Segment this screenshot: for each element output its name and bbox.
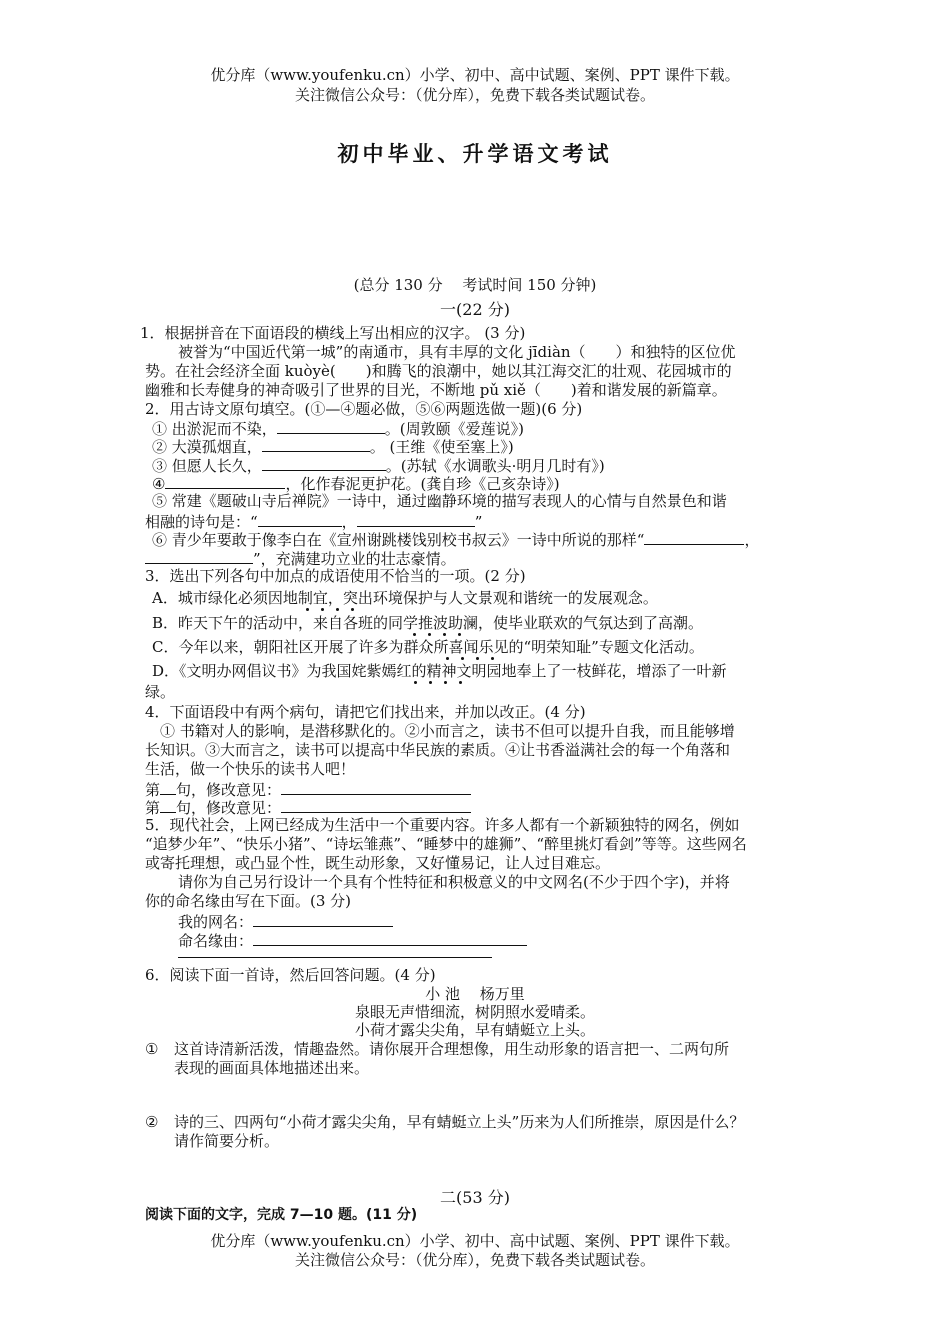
- q3-option-d-line-1: D．《文明办网倡议书》为我国姹紫嫣红的精神文明园地奉上了一枝鲜花，增添了一叶新: [152, 662, 727, 680]
- q2-item-4-blank[interactable]: [165, 473, 285, 489]
- q5-line-5: 你的命名缘由写在下面。(3 分): [145, 892, 352, 910]
- q1-line-3: 幽雅和长寿健身的神奇吸引了世界的目光，不断地 pǔ xiě（ )着和谐发展的新篇章。: [145, 381, 727, 399]
- emphasis-dot: [306, 608, 309, 611]
- q5-name-row: [178, 911, 393, 932]
- q6-sub-2-line-2: 请作简要分析。: [174, 1132, 280, 1150]
- q4-fix-1-blank[interactable]: [281, 779, 471, 795]
- q4-fix-2-label: 第: [145, 799, 161, 817]
- emphasis-dot: [429, 681, 432, 684]
- q2-item-5-end: ”: [474, 513, 483, 531]
- q2-item-1-blank[interactable]: [277, 418, 385, 434]
- footer-line-1: 优分库（www.youfenku.cn）小学、初中、高中试题、案例、PPT 课件下载。: [210, 1232, 740, 1250]
- q1-line-1: 被誉为“中国近代第一城”的南通市，具有丰厚的文化 jīdiàn（ ）和独特的区位优: [178, 343, 736, 361]
- q2-item-5-blank-2[interactable]: [357, 511, 475, 527]
- q2-item-5-comma: ，: [341, 513, 357, 531]
- q5-reason-row: [178, 930, 527, 951]
- q4-line-1: ① 书籍对人的影响，是潜移默化的。②小而言之，读书不但可以提升自我，而且能够增: [160, 722, 735, 740]
- q6-sub-1-number: ①: [145, 1040, 159, 1058]
- q2-item-3-blank[interactable]: [262, 455, 386, 471]
- q2-item-5-prefix: 相融的诗句是：“: [145, 513, 258, 531]
- q5-line-2: “追梦少年”、“快乐小猪”、“诗坛雏燕”、“睡梦中的雄狮”、“醉里挑灯看剑”等等。这些网名: [145, 835, 747, 853]
- q4-fix-1-number-blank[interactable]: [160, 779, 176, 795]
- q5-name-blank[interactable]: [253, 911, 393, 927]
- q5-reason-label: 命名缘由：: [178, 932, 254, 950]
- q3-stem: 3．选出下列各句中加点的成语使用不恰当的一项。(2 分): [145, 567, 526, 585]
- emphasis-dot: [336, 608, 339, 611]
- header-line-1: 优分库（www.youfenku.cn）小学、初中、高中试题、案例、PPT 课件下载。: [210, 66, 740, 84]
- emphasis-dot: [491, 657, 494, 660]
- emphasis-dot: [459, 681, 462, 684]
- emphasis-dot: [428, 633, 431, 636]
- page-title: 初中毕业、升学语文考试: [337, 141, 613, 166]
- poem-line-1: 泉眼无声惜细流，树阴照水爱晴柔。: [354, 1003, 595, 1021]
- q2-item-3-prefix: ③ 但愿人长久，: [152, 457, 262, 475]
- emphasis-dot: [351, 608, 354, 611]
- q2-item-3-suffix: 。(苏轼《水调歌头·明月几时有》): [385, 457, 605, 475]
- q2-item-5-line-1: ⑤ 常建《题破山寺后禅院》一诗中，通过幽静环境的描写表现人的心情与自然景色和谐: [152, 492, 727, 510]
- q4-line-2: 长知识。③大而言之，读书可以提高中华民族的素质。④让书香溢满社会的每一个角落和: [145, 741, 731, 759]
- emphasis-dot: [414, 681, 417, 684]
- q5-line-3: 或寄托理想，或凸显个性，既生动形象，又好懂易记，让人过目难忘。: [145, 854, 611, 872]
- q3-option-c: C．今年以来，朝阳社区开展了许多为群众所喜闻乐见的“明荣知耻”专题文化活动。: [152, 638, 704, 656]
- q3-option-a: A．城市绿化必须因地制宜，突出环境保护与人文景观和谐统一的发展观念。: [152, 589, 658, 607]
- q2-item-4-prefix: ④: [152, 475, 166, 493]
- emphasis-dot: [461, 657, 464, 660]
- q5-line-4: 请你为自己另行设计一个具有个性特征和积极意义的中文网名(不少于四个字)，并将: [178, 873, 730, 891]
- q5-name-label: 我的网名：: [178, 913, 254, 931]
- q1-stem: 1．根据拼音在下面语段的横线上写出相应的汉字。 (3 分): [140, 324, 526, 342]
- q6-sub-1-line-2: 表现的画面具体地描述出来。: [174, 1059, 370, 1077]
- q2-item-6-line-2: [145, 548, 456, 569]
- q2-item-2-blank[interactable]: [262, 436, 370, 452]
- q6-sub-2-line-1: 诗的三、四两句“小荷才露尖尖角，早有蜻蜓立上头”历来为人们所推崇，原因是什么？: [174, 1113, 745, 1131]
- emphasis-dot: [446, 657, 449, 660]
- q2-item-6-blank-2[interactable]: [145, 548, 253, 564]
- q4-fix-2-number-blank[interactable]: [160, 797, 176, 813]
- q6-stem: 6．阅读下面一首诗，然后回答问题。(4 分): [145, 966, 436, 984]
- q2-item-5-blank-1[interactable]: [258, 511, 342, 527]
- q2-item-4: [152, 473, 560, 494]
- emphasis-dot: [476, 657, 479, 660]
- q2-item-6-comma: ，: [744, 531, 760, 549]
- poem-line-2: 小荷才露尖尖角，早有蜻蜓立上头。: [354, 1021, 595, 1039]
- reading-instruction: 阅读下面的文字，完成 7—10 题。(11 分): [145, 1207, 418, 1223]
- q4-fix-2: [145, 797, 471, 818]
- q2-item-6-blank-1[interactable]: [644, 529, 744, 545]
- exam-meta: (总分 130 分 考试时间 150 分钟): [353, 276, 597, 294]
- q2-item-2-prefix: ② 大漠孤烟直，: [152, 438, 262, 456]
- q5-reason-blank[interactable]: [253, 930, 527, 946]
- q4-fix-2-blank[interactable]: [281, 797, 471, 813]
- q3-option-b: B．昨天下午的活动中，来自各班的同学推波助澜，使毕业联欢的气氛达到了高潮。: [152, 614, 704, 632]
- emphasis-dot: [443, 633, 446, 636]
- q2-item-6-line-1: [152, 529, 759, 550]
- section-2-heading: 二(53 分): [440, 1188, 510, 1207]
- footer-line-2: 关注微信公众号：（优分库），免费下载各类试题试卷。: [294, 1251, 655, 1269]
- q2-item-6-prefix: ⑥ 青少年要敢于像李白在《宣州谢跳楼饯别校书叔云》一诗中所说的那样“: [152, 531, 645, 549]
- emphasis-dot: [321, 608, 324, 611]
- section-1-heading: 一(22 分): [440, 300, 510, 319]
- q4-fix-1-label: 第: [145, 781, 161, 799]
- q2-item-6-suffix: ”，充满建功立业的壮志豪情。: [253, 550, 456, 568]
- q5-line-1: 5．现代社会，上网已经成为生活中一个重要内容。许多人都有一个新颖独特的网名，例如: [145, 816, 740, 834]
- q2-item-1-suffix: 。(周敦颐《爱莲说》): [384, 420, 524, 438]
- emphasis-dot: [444, 681, 447, 684]
- emphasis-dot: [458, 633, 461, 636]
- q4-stem: 4．下面语段中有两个病句，请把它们找出来，并加以改正。(4 分): [145, 703, 586, 721]
- q4-line-3: 生活，做一个快乐的读书人吧！: [145, 760, 356, 778]
- q6-sub-1-line-1: 这首诗清新活泼，情趣盎然。请你展开合理想像，用生动形象的语言把一、二两句所: [174, 1040, 730, 1058]
- q4-fix-1-text: 句，修改意见：: [176, 781, 282, 799]
- emphasis-dot: [413, 633, 416, 636]
- header-line-2: 关注微信公众号：（优分库），免费下载各类试题试卷。: [294, 86, 655, 104]
- q1-line-2: 势。在社会经济全面 kuòyè( )和腾飞的浪潮中，她以其江海交汇的壮观、花园城市的: [145, 362, 732, 380]
- q2-stem: 2．用古诗文原句填空。(①—④题必做，⑤⑥两题选做一题)(6 分): [145, 400, 583, 418]
- q5-reason-extra-line[interactable]: [178, 957, 492, 958]
- q2-item-4-suffix: ，化作春泥更护花。(龚自珍《己亥杂诗》): [285, 475, 560, 493]
- poem-title: 小 池 杨万里: [425, 985, 525, 1003]
- q2-item-2: [152, 436, 514, 457]
- q2-item-1-prefix: ① 出淤泥而不染，: [152, 420, 277, 438]
- q4-fix-2-text: 句，修改意见：: [176, 799, 282, 817]
- q2-item-2-suffix: 。 (王维《使至塞上》): [369, 438, 514, 456]
- q3-option-d-line-2: 绿。: [145, 683, 176, 701]
- q6-sub-2-number: ②: [145, 1113, 159, 1131]
